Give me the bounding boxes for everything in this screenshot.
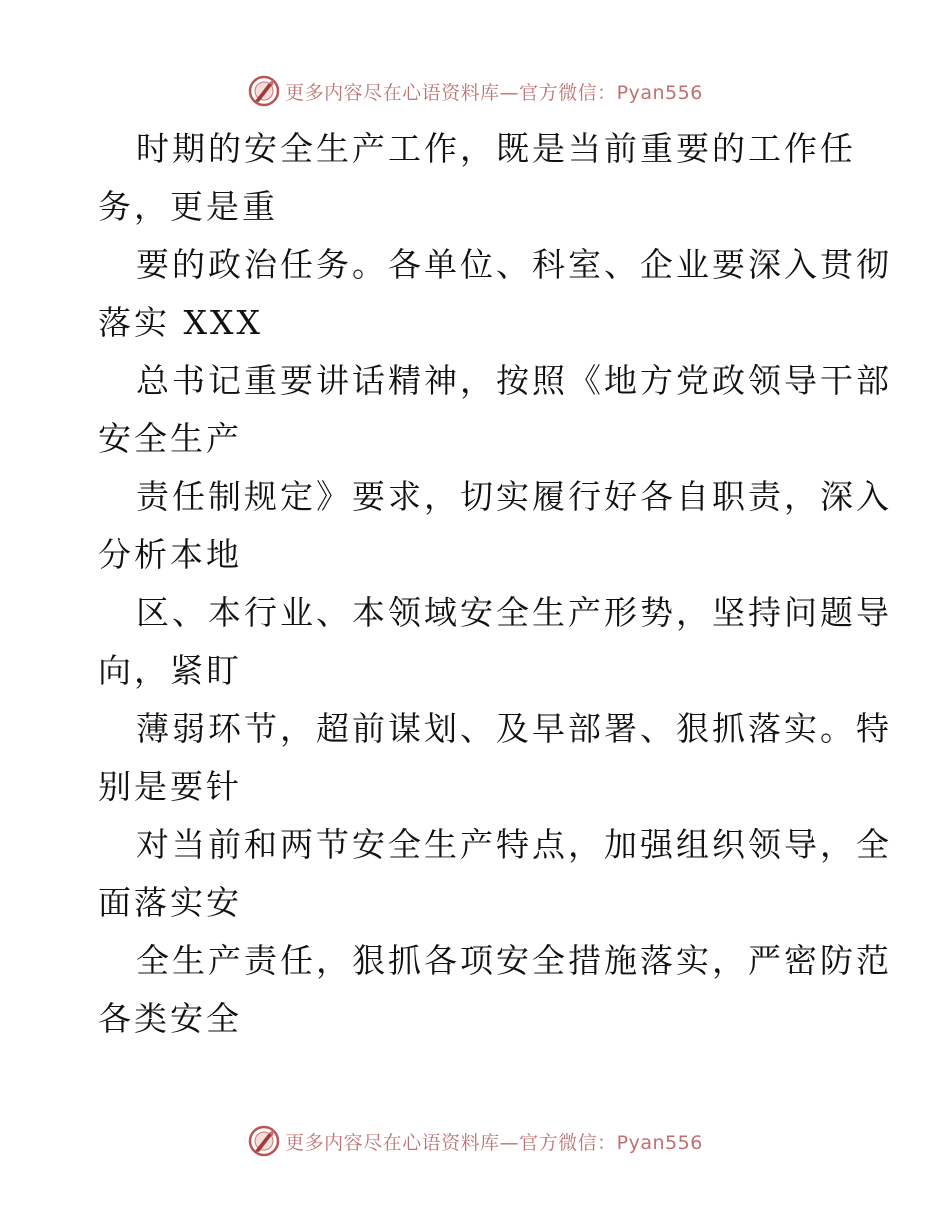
header-banner-text: 更多内容尽在心语资料库—官方微信：Pyan556: [285, 81, 703, 104]
paragraph-line: 安全生产: [98, 419, 242, 458]
paragraph-line: 落实 XXX: [98, 303, 263, 342]
paragraph-line: 向，紧盯: [98, 651, 242, 690]
quill-pen-circle-icon: [247, 74, 281, 108]
paragraph-line: 时期的安全生产工作，既是当前重要的工作任: [136, 129, 856, 168]
document-body: [98, 120, 892, 1048]
paragraph-line: 别是要针: [98, 767, 242, 806]
paragraph-line: 分析本地: [98, 535, 242, 574]
paragraph-line: 务，更是重: [98, 187, 278, 226]
header-banner: [0, 71, 950, 111]
paragraph-line: 责任制规定》要求，切实履行好各自职责，深入: [136, 477, 892, 516]
paragraph-line: 全生产责任，狠抓各项安全措施落实，严密防范: [136, 941, 892, 980]
paragraph-line: 薄弱环节，超前谋划、及早部署、狠抓落实。特: [136, 709, 892, 748]
quill-pen-circle-icon: [247, 1124, 281, 1158]
footer-banner-text: 更多内容尽在心语资料库—官方微信：Pyan556: [285, 1131, 703, 1154]
paragraph-line: 区、本行业、本领域安全生产形势，坚持问题导: [136, 593, 892, 632]
footer-banner: [0, 1121, 950, 1161]
paragraph-line: 对当前和两节安全生产特点，加强组织领导，全: [136, 825, 892, 864]
paragraph-line: 面落实安: [98, 883, 242, 922]
paragraph-line: 要的政治任务。各单位、科室、企业要深入贯彻: [136, 245, 892, 284]
paragraph-line: 各类安全: [98, 999, 242, 1038]
paragraph-line: 总书记重要讲话精神，按照《地方党政领导干部: [136, 361, 892, 400]
